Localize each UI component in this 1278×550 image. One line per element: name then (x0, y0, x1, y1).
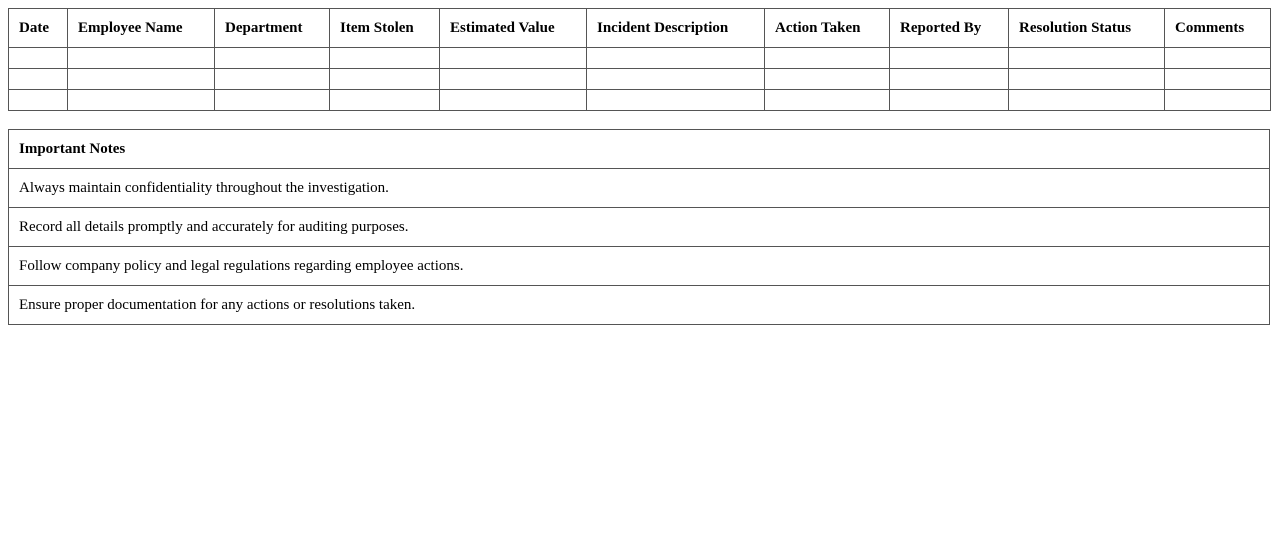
table-cell-item-stolen (330, 69, 440, 90)
column-header-resolution-status: Resolution Status (1009, 9, 1165, 48)
notes-header-row (9, 130, 1270, 169)
note-item: Follow company policy and legal regulations regarding employee actions. (9, 247, 1270, 286)
column-header-department: Department (215, 9, 330, 48)
note-row (9, 247, 1270, 286)
table-cell-department (215, 90, 330, 111)
table-cell-incident-description (587, 69, 765, 90)
table-cell-action-taken (765, 69, 890, 90)
table-row (9, 90, 1271, 111)
important-notes-table (8, 129, 1270, 325)
column-header-employee-name: Employee Name (68, 9, 215, 48)
table-cell-item-stolen (330, 48, 440, 69)
table-cell-employee-name (68, 69, 215, 90)
table-cell-incident-description (587, 48, 765, 69)
column-header-comments: Comments (1165, 9, 1271, 48)
table-cell-incident-description (587, 90, 765, 111)
table-cell-comments (1165, 69, 1271, 90)
column-header-incident-description: Incident Description (587, 9, 765, 48)
table-cell-resolution-status (1009, 69, 1165, 90)
table-cell-date (9, 48, 68, 69)
table-cell-comments (1165, 90, 1271, 111)
table-cell-item-stolen (330, 90, 440, 111)
table-cell-employee-name (68, 48, 215, 69)
table-cell-reported-by (890, 48, 1009, 69)
table-cell-action-taken (765, 90, 890, 111)
table-cell-reported-by (890, 90, 1009, 111)
table-cell-resolution-status (1009, 90, 1165, 111)
note-row (9, 169, 1270, 208)
note-item: Record all details promptly and accurately for auditing purposes. (9, 208, 1270, 247)
table-cell-reported-by (890, 69, 1009, 90)
table-header-row (9, 9, 1271, 48)
column-header-date: Date (9, 9, 68, 48)
column-header-reported-by: Reported By (890, 9, 1009, 48)
notes-heading: Important Notes (9, 130, 1270, 169)
column-header-estimated-value: Estimated Value (440, 9, 587, 48)
table-row (9, 69, 1271, 90)
table-cell-date (9, 69, 68, 90)
table-cell-estimated-value (440, 69, 587, 90)
table-cell-resolution-status (1009, 48, 1165, 69)
table-cell-date (9, 90, 68, 111)
note-row (9, 208, 1270, 247)
table-cell-estimated-value (440, 48, 587, 69)
column-header-item-stolen: Item Stolen (330, 9, 440, 48)
incident-log-table (8, 8, 1271, 111)
column-header-action-taken: Action Taken (765, 9, 890, 48)
table-row (9, 48, 1271, 69)
table-cell-department (215, 69, 330, 90)
table-cell-comments (1165, 48, 1271, 69)
table-cell-estimated-value (440, 90, 587, 111)
note-item: Ensure proper documentation for any actions or resolutions taken. (9, 286, 1270, 325)
table-cell-employee-name (68, 90, 215, 111)
note-row (9, 286, 1270, 325)
table-cell-action-taken (765, 48, 890, 69)
table-cell-department (215, 48, 330, 69)
note-item: Always maintain confidentiality throughout the investigation. (9, 169, 1270, 208)
